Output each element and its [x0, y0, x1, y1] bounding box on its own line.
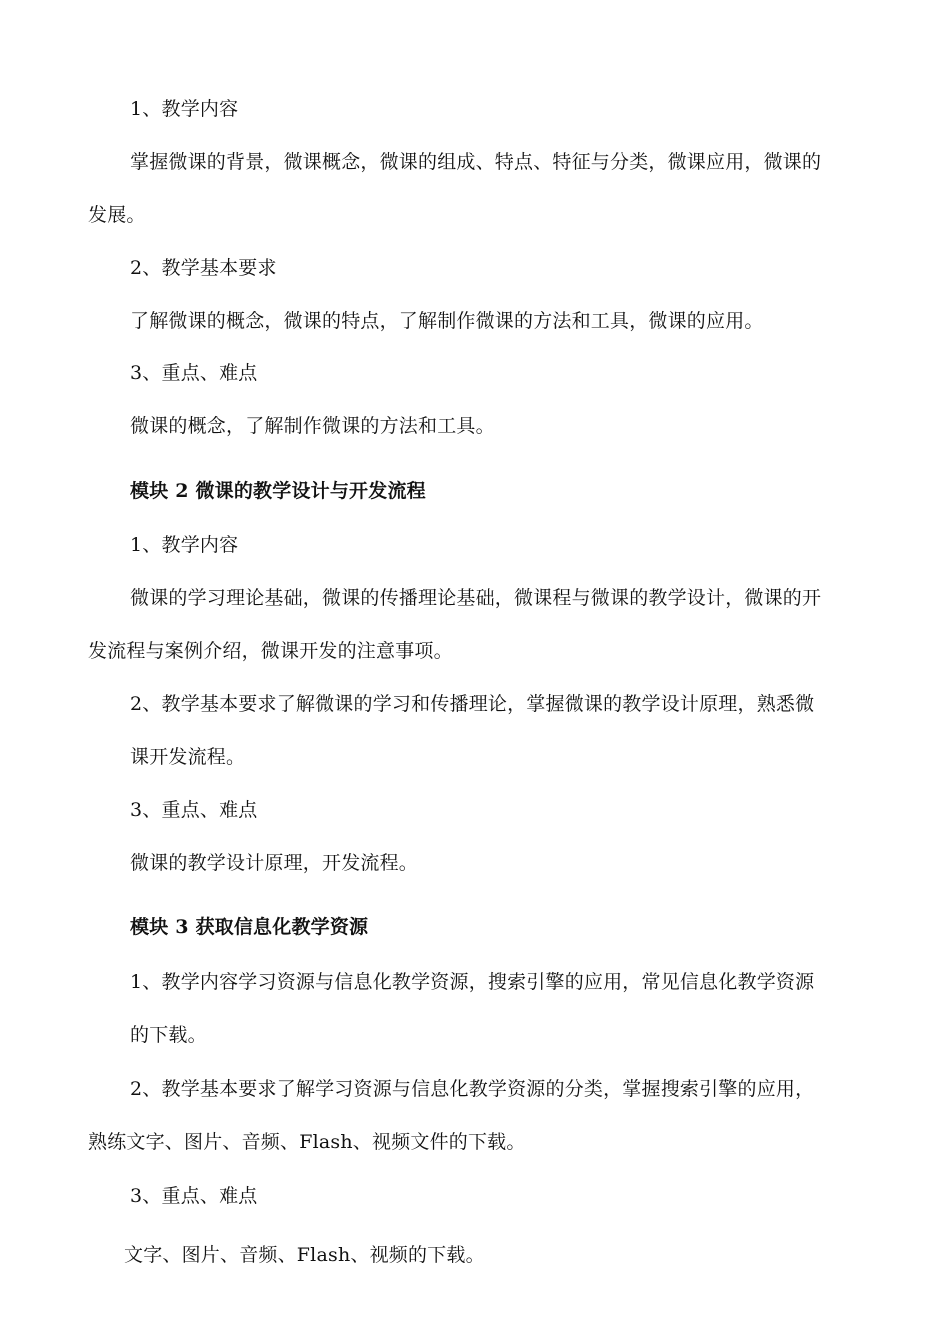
module3-requirements-text: 2、教学基本要求了解学习资源与信息化教学资源的分类，掌握搜索引擎的应用，	[130, 1078, 815, 1100]
module3-title: 模块 3 获取信息化教学资源	[130, 916, 369, 938]
module2-requirements-text: 2、教学基本要求了解微课的学习和传播理论，掌握微课的教学设计原理，熟悉微	[130, 693, 815, 715]
module1-content-heading: 1、教学内容	[130, 98, 239, 120]
module1-requirements-heading: 2、教学基本要求	[130, 257, 277, 279]
module1-content-text-cont: 发展。	[88, 204, 146, 226]
module3-requirements-text-cont: 熟练文字、图片、音频、Flash、视频文件的下载。	[88, 1131, 526, 1153]
module2-title: 模块 2 微课的教学设计与开发流程	[130, 480, 426, 502]
module2-content-text: 微课的学习理论基础，微课的传播理论基础，微课程与微课的教学设计，微课的开	[130, 587, 822, 609]
module2-keypoints-text: 微课的教学设计原理，开发流程。	[130, 852, 419, 874]
module1-keypoints-heading: 3、重点、难点	[130, 362, 258, 384]
module2-content-heading: 1、教学内容	[130, 534, 239, 556]
module2-content-text-cont: 发流程与案例介绍，微课开发的注意事项。	[88, 640, 453, 662]
module1-keypoints-text: 微课的概念，了解制作微课的方法和工具。	[130, 415, 495, 437]
module2-requirements-text-cont: 课开发流程。	[130, 746, 246, 768]
module3-content-text-cont: 的下载。	[130, 1024, 207, 1046]
module1-content-text: 掌握微课的背景，微课概念，微课的组成、特点、特征与分类，微课应用，微课的	[130, 151, 822, 173]
module3-keypoints-heading: 3、重点、难点	[130, 1185, 258, 1207]
module3-keypoints-text: 文字、图片、音频、Flash、视频的下载。	[124, 1244, 485, 1266]
module2-keypoints-heading: 3、重点、难点	[130, 799, 258, 821]
module3-content-text: 1、教学内容学习资源与信息化教学资源，搜索引擎的应用，常见信息化教学资源	[130, 971, 815, 993]
module1-requirements-text: 了解微课的概念，微课的特点，了解制作微课的方法和工具，微课的应用。	[130, 310, 764, 332]
